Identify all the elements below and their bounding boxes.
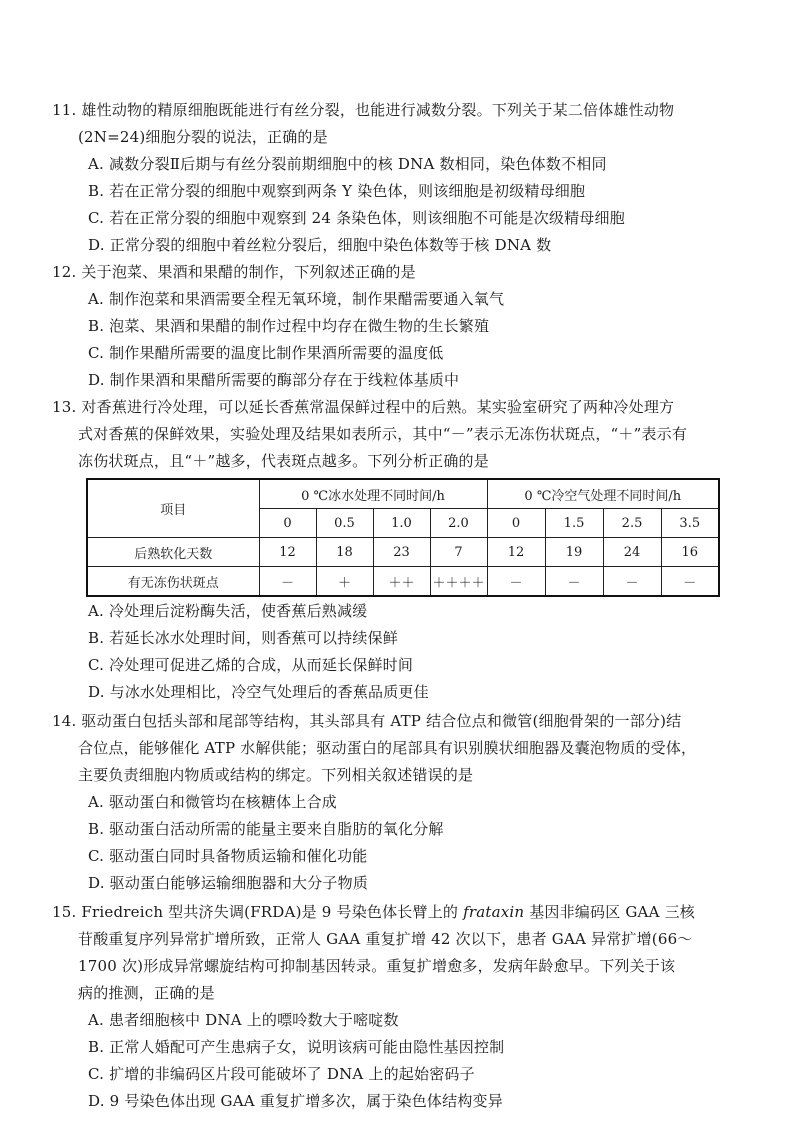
table-cell: － — [603, 567, 661, 597]
q15-stem-line3: 1700 次)形成异常螺旋结构可抑制基因转录。重复扩增愈多，发病年龄愈早。下列关于该 — [78, 957, 676, 975]
q15-stem-part1: 15. Friedreich 型共济失调(FRDA)是 9 号染色体长臂上的 — [52, 903, 464, 921]
q13-option-c: C. 冷处理可促进乙烯的合成，从而延长保鲜时间 — [88, 656, 414, 674]
q14-stem-line3: 主要负责细胞内物质或结构的绑定。下列相关叙述错误的是 — [78, 766, 474, 784]
table-time-cell: 0 — [259, 509, 316, 538]
q13-stem-line3: 冻伤状斑点，且“＋”越多，代表斑点越多。下列分析正确的是 — [78, 452, 489, 470]
table-time-cell: 0.5 — [316, 509, 373, 538]
q15-stem-part2: 基因非编码区 GAA 三核 — [524, 903, 695, 921]
q14-option-b: B. 驱动蛋白活动所需的能量主要来自脂肪的氧化分解 — [88, 820, 444, 838]
table-cell: 18 — [316, 538, 373, 567]
table-cell: 24 — [603, 538, 661, 567]
q12-option-d: D. 制作果酒和果醋所需要的酶部分存在于线粒体基质中 — [88, 371, 460, 389]
q14-option-d: D. 驱动蛋白能够运输细胞器和大分子物质 — [88, 874, 369, 892]
q11-option-a: A. 减数分裂Ⅱ后期与有丝分裂前期细胞中的核 DNA 数相同，染色体数不相同 — [88, 155, 607, 173]
q11-option-b: B. 若在正常分裂的细胞中观察到两条 Y 染色体，则该细胞是初级精母细胞 — [88, 182, 586, 200]
q14-option-a: A. 驱动蛋白和微管均在核糖体上合成 — [88, 793, 337, 811]
table-cell: ＋ — [316, 567, 373, 597]
q14-stem-line1: 14. 驱动蛋白包括头部和尾部等结构，其头部具有 ATP 结合位点和微管(细胞骨架的一部分)结 — [52, 712, 682, 730]
table-cell: ＋＋＋＋ — [430, 567, 487, 597]
q12-option-a: A. 制作泡菜和果酒需要全程无氧环境，制作果醋需要通入氧气 — [88, 290, 505, 308]
q12-option-c: C. 制作果醋所需要的温度比制作果酒所需要的温度低 — [88, 344, 444, 362]
q15-gene-name: frataxin — [463, 903, 525, 921]
table-time-cell: 2.5 — [603, 509, 661, 538]
q13-stem-line1: 13. 对香蕉进行冷处理，可以延长香蕉常温保鲜过程中的后熟。某实验室研究了两种冷处理方 — [52, 398, 675, 416]
q15-stem-line4: 病的推测，正确的是 — [78, 984, 215, 1002]
table-cell: － — [545, 567, 603, 597]
q13-data-table — [86, 478, 720, 597]
table-group2-header: 0 ℃冷空气处理不同时间/h — [487, 479, 719, 509]
table-time-cell: 1.5 — [545, 509, 603, 538]
q15-option-c: C. 扩增的非编码区片段可能破坏了 DNA 上的起始密码子 — [88, 1065, 475, 1083]
table-cell: 23 — [373, 538, 430, 567]
q11-stem-line1: 11. 雄性动物的精原细胞既能进行有丝分裂，也能进行减数分裂。下列关于某二倍体雄性动物 — [52, 101, 675, 119]
table-row1-label: 后熟软化天数 — [87, 538, 259, 567]
table-group1-header: 0 ℃冰水处理不同时间/h — [259, 479, 487, 509]
table-cell: 7 — [430, 538, 487, 567]
q13-option-d: D. 与冰水处理相比，冷空气处理后的香蕉品质更佳 — [88, 683, 429, 701]
table-time-cell: 2.0 — [430, 509, 487, 538]
q12-stem-line1: 12. 关于泡菜、果酒和果醋的制作，下列叙述正确的是 — [52, 263, 416, 281]
table-time-cell: 3.5 — [661, 509, 719, 538]
q15-option-b: B. 正常人婚配可产生患病子女，说明该病可能由隐性基因控制 — [88, 1038, 505, 1056]
table-cell: 12 — [487, 538, 545, 567]
table-cell: － — [487, 567, 545, 597]
q15-option-d: D. 9 号染色体出现 GAA 重复扩增多次，属于染色体结构变异 — [88, 1092, 503, 1110]
q11-option-c: C. 若在正常分裂的细胞中观察到 24 条染色体，则该细胞不可能是次级精母细胞 — [88, 209, 625, 227]
table-item-header: 项目 — [87, 479, 259, 538]
table-cell: － — [259, 567, 316, 597]
table-cell: ＋＋ — [373, 567, 430, 597]
q14-stem-line2: 合位点，能够催化 ATP 水解供能；驱动蛋白的尾部具有识别膜状细胞器及囊泡物质的受体， — [78, 739, 697, 757]
q11-stem-line2: (2N=24)细胞分裂的说法，正确的是 — [78, 128, 328, 146]
table-time-cell: 1.0 — [373, 509, 430, 538]
q15-stem-line1 — [52, 902, 695, 922]
table-row2-label: 有无冻伤状斑点 — [87, 567, 259, 597]
q11-option-d: D. 正常分裂的细胞中着丝粒分裂后，细胞中染色体数等于核 DNA 数 — [88, 236, 552, 254]
table-cell: 19 — [545, 538, 603, 567]
q13-stem-line2: 式对香蕉的保鲜效果，实验处理及结果如表所示，其中“－”表示无冻伤状斑点，“＋”表示有 — [78, 425, 688, 443]
q14-option-c: C. 驱动蛋白同时具备物质运输和催化功能 — [88, 847, 368, 865]
q12-option-b: B. 泡菜、果酒和果醋的制作过程中均存在微生物的生长繁殖 — [88, 317, 490, 335]
table-time-cell: 0 — [487, 509, 545, 538]
table-cell: － — [661, 567, 719, 597]
q13-option-b: B. 若延长冰水处理时间，则香蕉可以持续保鲜 — [88, 629, 398, 647]
table-cell: 12 — [259, 538, 316, 567]
q15-option-a: A. 患者细胞核中 DNA 上的嘌呤数大于嘧啶数 — [88, 1011, 399, 1029]
q15-stem-line2: 苷酸重复序列异常扩增所致，正常人 GAA 重复扩增 42 次以下，患者 GAA 异常扩增(66～ — [78, 930, 693, 948]
q13-option-a: A. 冷处理后淀粉酶失活，使香蕉后熟减缓 — [88, 602, 368, 620]
table-cell: 16 — [661, 538, 719, 567]
